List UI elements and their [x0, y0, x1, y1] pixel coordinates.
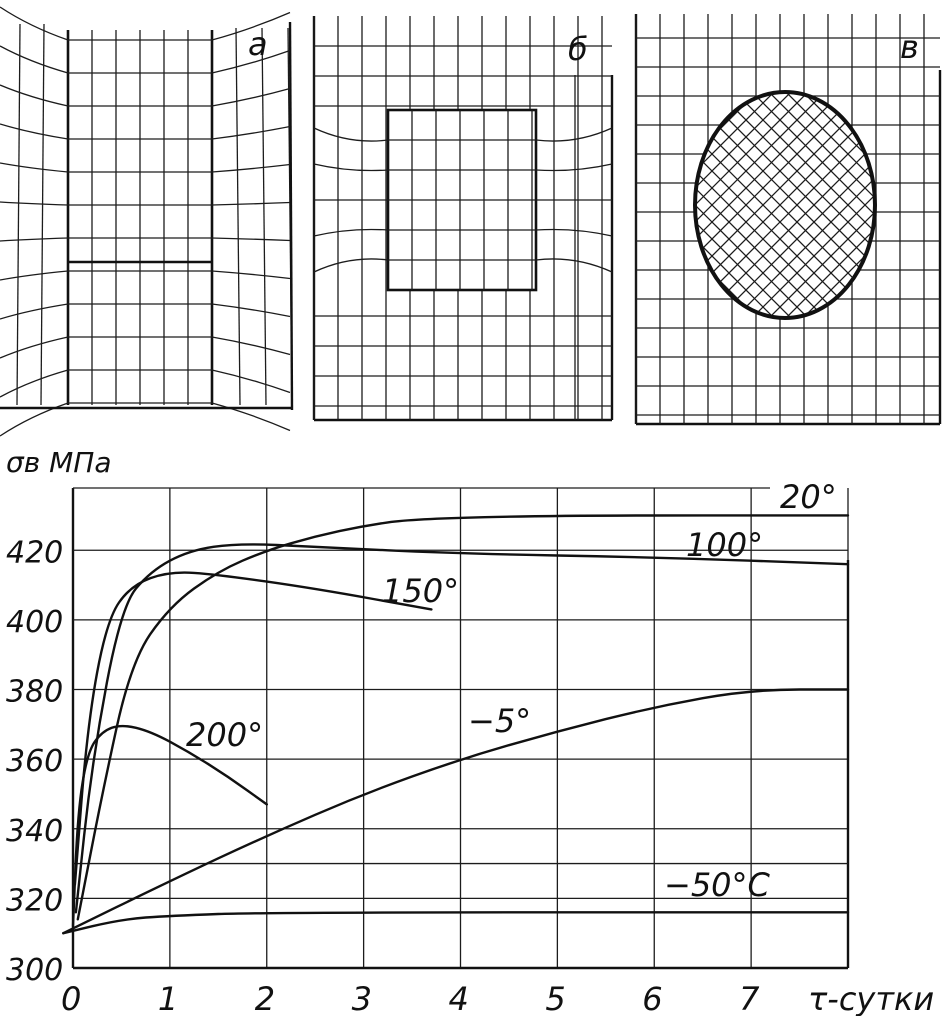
- grid-curve: [536, 164, 612, 171]
- hatch-line: [885, 55, 946, 355]
- hatch-line: [426, 55, 726, 355]
- grid-curve: [314, 259, 388, 272]
- grid-curve: [0, 202, 68, 205]
- series-label: 100°: [686, 526, 764, 564]
- hatch-line: [868, 55, 946, 355]
- series-label: 20°: [780, 478, 837, 516]
- panel-b-label: б: [568, 30, 588, 68]
- panel-a-label: а: [248, 25, 268, 63]
- panel-c-label: в: [900, 28, 919, 66]
- grid-curve: [0, 46, 68, 73]
- grid-curve: [212, 89, 290, 107]
- x-tick-labels: [61, 980, 760, 1016]
- chart: [6, 446, 934, 1016]
- grid-curve: [212, 203, 290, 206]
- hatch-line: [409, 55, 709, 355]
- series-label: 150°: [382, 572, 460, 610]
- y-tick-label: 420: [6, 535, 64, 571]
- y-tick-label: 320: [6, 883, 64, 919]
- y-tick-label: 360: [6, 744, 64, 780]
- hatch-line: [392, 55, 692, 355]
- series-line: [63, 912, 848, 933]
- panel-b: [314, 16, 612, 420]
- grid-curve: [0, 238, 68, 241]
- hatch-line: [375, 55, 675, 355]
- y-tick-label: 380: [6, 674, 64, 710]
- grid-curve: [0, 163, 68, 172]
- grid-curve: [536, 128, 612, 141]
- y-axis-label: σв МПа: [6, 446, 112, 479]
- grid-curve: [314, 164, 388, 171]
- x-tick-label: 3: [351, 980, 372, 1016]
- grid-line: [17, 24, 20, 405]
- grid-curve: [314, 128, 388, 141]
- grid-curve: [212, 337, 290, 355]
- x-axis-label: τ-сутки: [808, 980, 935, 1016]
- grid-curve: [0, 7, 68, 40]
- grid-line: [41, 24, 44, 405]
- grid-curve: [212, 271, 290, 279]
- x-tick-label: 1: [157, 980, 179, 1016]
- grid-curve: [212, 165, 290, 173]
- panel-a: [0, 7, 292, 436]
- x-tick-label: 6: [642, 980, 663, 1016]
- grid-line: [236, 28, 240, 405]
- hatch-line: [885, 55, 946, 355]
- x-tick-label: 4: [448, 980, 469, 1016]
- grid-curve: [0, 124, 68, 139]
- grid-curve: [536, 259, 612, 272]
- grid-curve: [212, 127, 290, 140]
- grid-curve: [0, 271, 68, 280]
- series-label: −50°C: [664, 866, 770, 904]
- y-tick-label: 300: [6, 953, 64, 988]
- series-labels: [186, 478, 837, 904]
- grid-curve: [314, 229, 388, 236]
- grid-curve: [0, 304, 68, 319]
- hatch-line: [409, 55, 709, 355]
- grid-curve: [0, 337, 68, 358]
- hatch-line: [868, 55, 946, 355]
- hatch-line: [426, 55, 726, 355]
- grid-curve: [212, 304, 290, 317]
- x-tick-label: 0: [61, 980, 82, 1016]
- grid-curve: [536, 229, 612, 236]
- hatch-line: [375, 55, 675, 355]
- y-tick-labels: [6, 535, 63, 988]
- x-tick-label: 2: [254, 980, 276, 1016]
- hatch-line: [392, 55, 692, 355]
- series-label: −5°: [468, 702, 532, 740]
- x-tick-label: 7: [739, 980, 760, 1016]
- panel-a-edge: [290, 22, 292, 410]
- grid-curve: [0, 85, 68, 106]
- series-label: 200°: [186, 716, 264, 754]
- y-tick-label: 400: [6, 604, 64, 640]
- x-tick-label: 5: [545, 980, 566, 1016]
- grid-curve: [0, 370, 68, 397]
- grid-curve: [212, 370, 290, 393]
- y-tick-label: 340: [6, 813, 64, 849]
- grid-curve: [212, 238, 290, 241]
